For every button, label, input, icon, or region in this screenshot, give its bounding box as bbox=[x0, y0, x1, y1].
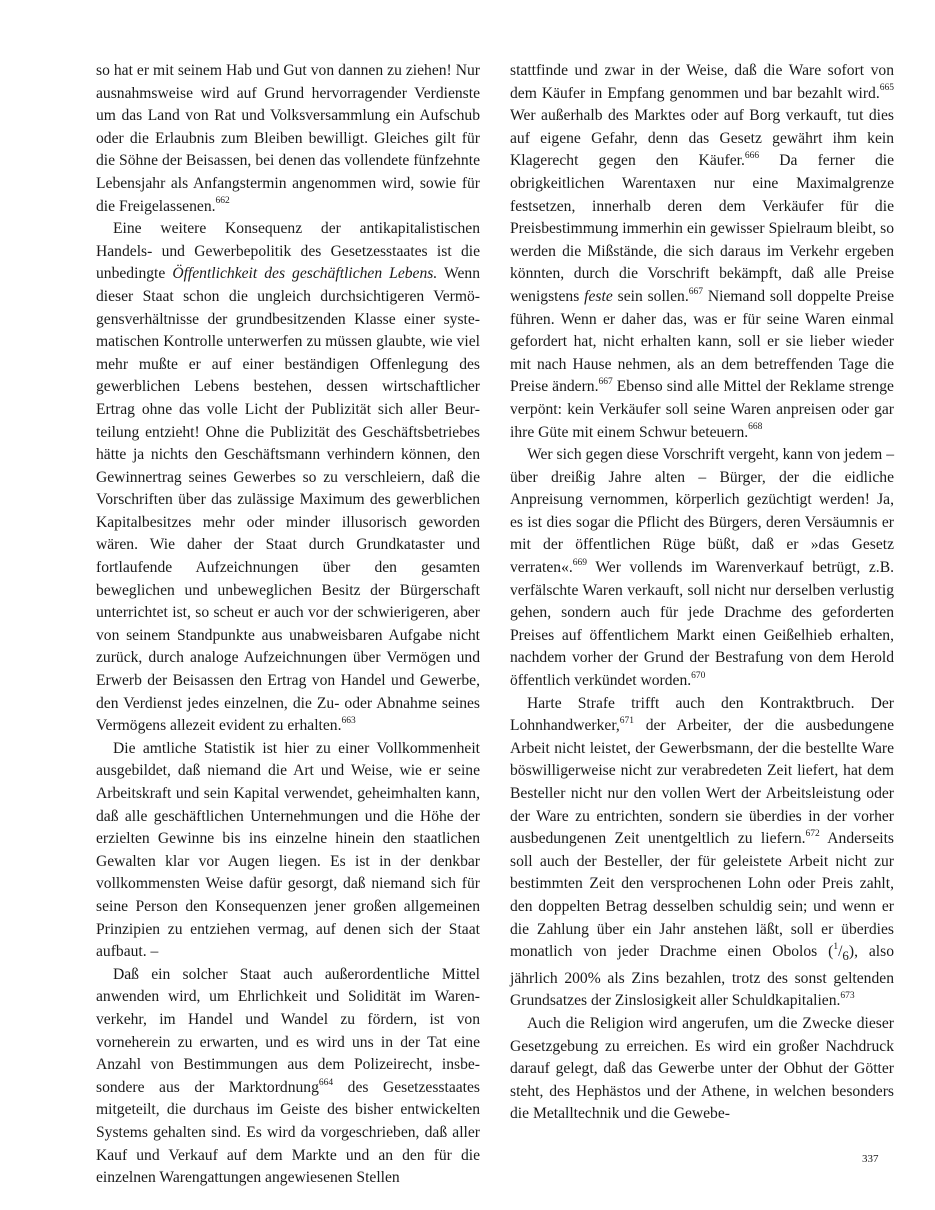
footnote-marker: 665 bbox=[879, 83, 894, 94]
text-run: Wer außerhalb des Marktes oder auf Borg verkauft, tut dies auf eigene Gefahr, denn das Gesetz gewährt ihm kein Klagerecht gegen den Käufer. bbox=[510, 107, 894, 170]
emphasis-text: feste bbox=[584, 287, 613, 305]
text-run: Wenn dieser Staat schon die ungleich durchsichtigeren Vermögensverhältnisse der grundbesitzenden Klasse einer systematischen Kontrolle unterwerfen zu müssen glaubte, wie viel mehr mußte er auf einer beständigen Offenlegung des gewerblichen Lebens bestehen, dessen wirtschaftlicher Ertrag ohne das volle Licht der Publizität sich aller Beurteilung entzieht! Ohne die Publizität des Geschäftsbetriebes hätte ja nichts den Geschäftsmann verhindern können, den Gewinnertrag seines Gewerbes so zu verschleiern, daß die Vorschriften über das zulässige Maximum des gewerblichen Kapitalbesitzes mehr oder minder illusorisch geworden wären. Wie daher der Staat durch Grundkataster und fortlaufende Aufzeichnungen über den gesamten beweglichen und unbeweglichen Besitz der Bürgerschaft unterrichtet ist, so scheut er auch vor der schwierigeren, aber von seinem Standpunkte aus unabweisbaren Aufgabe nicht zurück, durch analoge Aufzeichnungen über Vermögen und Erwerb der Beisassen den Ertrag von Handel und Gewerbe, den Verdienst jedes einzelnen, die Zu- oder Abnahme seines Vermögens allezeit evident zu erhalten. bbox=[96, 265, 480, 735]
footnote-marker: 662 bbox=[215, 196, 230, 207]
footnote-marker: 669 bbox=[572, 557, 588, 568]
paragraph bbox=[510, 693, 894, 1013]
footnote-marker: 664 bbox=[318, 1077, 334, 1088]
footnote-marker: 663 bbox=[341, 716, 356, 727]
paragraph bbox=[96, 738, 480, 964]
text-run: / bbox=[838, 943, 843, 961]
paragraph bbox=[510, 444, 894, 693]
paragraph bbox=[96, 60, 480, 218]
footnote-marker: 673 bbox=[840, 991, 855, 1002]
footnote-marker: 667 bbox=[598, 377, 613, 388]
footnote-marker: 668 bbox=[748, 422, 763, 433]
right-text-column bbox=[510, 60, 894, 1126]
footnote-marker: 671 bbox=[619, 716, 635, 727]
text-run: stattfinde und zwar in der Weise, daß die Ware sofort von dem Käufer in Empfang genommen und bar bezahlt wird. bbox=[510, 62, 894, 102]
paragraph bbox=[96, 218, 480, 738]
text-run: Harte Strafe trifft auch den Kontraktbruch. Der Lohnhandwerker, bbox=[510, 694, 894, 735]
text-run: Daß ein solcher Staat auch außerordentliche Mittel anwenden wird, um Ehrlichkeit und Solidität im Warenverkehr, im Handel und Wandel zu fördern, ist von vorneherein zu erwarten, und es wird uns in der Tat eine Anzahl von Bestimmungen aus dem Polizeirecht, insbesondere aus der Marktordnung bbox=[96, 965, 480, 1096]
paragraph bbox=[96, 964, 480, 1190]
text-run: ), also jährlich 200% als Zins bezahlen, trotz des sonst geltenden Grundsatzes der Zinslosigkeit aller Schuldkapitalien. bbox=[510, 943, 895, 1010]
footnote-marker: 666 bbox=[744, 151, 760, 162]
text-run: Die amtliche Statistik ist hier zu einer Vollkommenheit ausgebildet, daß niemand die Art und Weise, wie er seine Arbeitskraft und sein Kapital verwendet, geheimhalten kann, daß alle geschäftlichen Unternehmungen und die Höhe der erzielten Gewinne bis ins einzelne hinein den staatlichen Gewalten klar vor Augen liegen. Es ist in der denkbar vollkommensten Weise dafür gesorgt, daß niemand sich für seine Person den Konsequenzen jener großen allgemeinen Prinzipien zu entziehen vermag, auf denen sich der Staat aufbaut. – bbox=[96, 739, 480, 961]
paragraph bbox=[510, 1013, 894, 1126]
left-text-column bbox=[96, 60, 480, 1190]
text-run: Ebenso sind alle Mittel der Reklame strenge verpönt: kein Verkäufer soll seine Waren anpreisen oder gar ihre Güte mit einem Schwur beteuern. bbox=[510, 378, 894, 441]
fraction-denominator: 6 bbox=[842, 948, 849, 964]
text-run: Anderseits soll auch der Besteller, der für geleistete Arbeit nicht zur bestimmten Zeit den versprochenen Lohn oder Preis zahlt, den doppelten Betrag desselben schuldig sein; und wenn er die Zahlung über ein Jahr anstehen läßt, soll er überdies monatlich von jeder Drachme einen Obolos ( bbox=[510, 830, 894, 961]
text-run: Niemand soll doppelte Preise führen. Wenn er daher das, was er für seine Waren einmal gefordert hat, nicht erhalten kann, soll er sie lieber wieder mit nach Hause nehmen, als an dem betreffenden Tage die Preise ändern. bbox=[510, 287, 894, 396]
text-run: des Gesetzesstaates mitgeteilt, die durchaus im Geiste des bisher entwickelten Systems gehalten sind. Es wird da vorgeschrieben, daß aller Kauf und Verkauf auf dem Markte und an den für die einzelnen Warengattungen angewiesenen Stellen bbox=[96, 1078, 480, 1187]
text-run: Eine weitere Konsequenz der antikapitalistischen Handels- und Gewerbepolitik des Gesetzesstaates ist die unbedingte bbox=[96, 220, 480, 283]
text-run: so hat er mit seinem Hab und Gut von dannen zu ziehen! Nur ausnahmsweise wird auf Grund hervorragender Verdienste um das Land von Rat und Volksversammlung ein Aufschub oder die Erlaubnis zum Bleiben bewilligt. Gleiches gilt für die Söhne der Beisassen, bei denen das vollendete fünfzehnte Lebensjahr als Anfangstermin angenommen wird, sowie für die Freigelassenen. bbox=[96, 62, 480, 215]
paragraph bbox=[510, 60, 894, 444]
footnote-marker: 667 bbox=[688, 286, 704, 297]
text-run: Da ferner die obrigkeitlichen Warentaxen nur eine Maximalgrenze festsetzen, innerhalb deren dem Verkäufer für die Preisbestimmung immerhin ein gewisser Spielraum bleibt, so werden die Mißstände, die sich daraus im Verkehr ergeben könnten, durch die Vorschrift bekämpft, daß alle Preise wenigstens bbox=[510, 152, 894, 305]
text-run: Wer sich gegen diese Vorschrift vergeht, kann von jedem – über dreißig Jahre alten – Bürger, der die eidliche Anpreisung vernommen, körperlich gezüchtigt werden! Ja, es ist dies sogar die Pflicht des Bürgers, deren Versäumnis er mit der öffentlichen Rüge büßt, daß er »das Gesetz verraten«. bbox=[510, 446, 894, 577]
footnote-marker: 672 bbox=[805, 829, 820, 839]
footnote-marker: 670 bbox=[691, 670, 706, 681]
text-run: Auch die Religion wird angerufen, um die Zwecke dieser Gesetzgebung zu erreichen. Es wird ein großer Nachdruck darauf gelegt, daß das Gewerbe unter der Obhut der Götter steht, des Hephästos und der Athene, in welchen besonders die Metalltechnik und die Gewebe- bbox=[510, 1015, 894, 1123]
text-run: Wer vollends im Warenverkauf betrügt, z.B. verfälschte Waren verkauft, soll nicht nur derselben verlustig gehen, sondern auch für jede Drachme des geforderten Preises auf öffentlichem Markt einen Geißelhieb erhalten, nachdem vorher der Grund der Bestrafung von dem Herold öffentlich verkündet worden. bbox=[510, 559, 894, 690]
page-number: 337 bbox=[862, 1153, 879, 1165]
text-run: sein sollen. bbox=[612, 287, 689, 305]
text-run: der Arbeiter, der die ausbedungene Arbeit nicht leistet, der Gewerbsmann, der die bestellte Ware böswilligerweise nicht zur verabredeten Zeit liefert, hat dem Besteller nicht nur den vollen Wert der Arbeitsleistung oder der Ware zu entrichten, sondern sie überdies in der vorher ausbedungenen Zeit unentgeltlich zu liefern. bbox=[510, 717, 894, 848]
footnote-marker: 1 bbox=[833, 941, 839, 952]
emphasis-text: Öffentlichkeit des geschäftlichen Lebens. bbox=[172, 265, 438, 283]
